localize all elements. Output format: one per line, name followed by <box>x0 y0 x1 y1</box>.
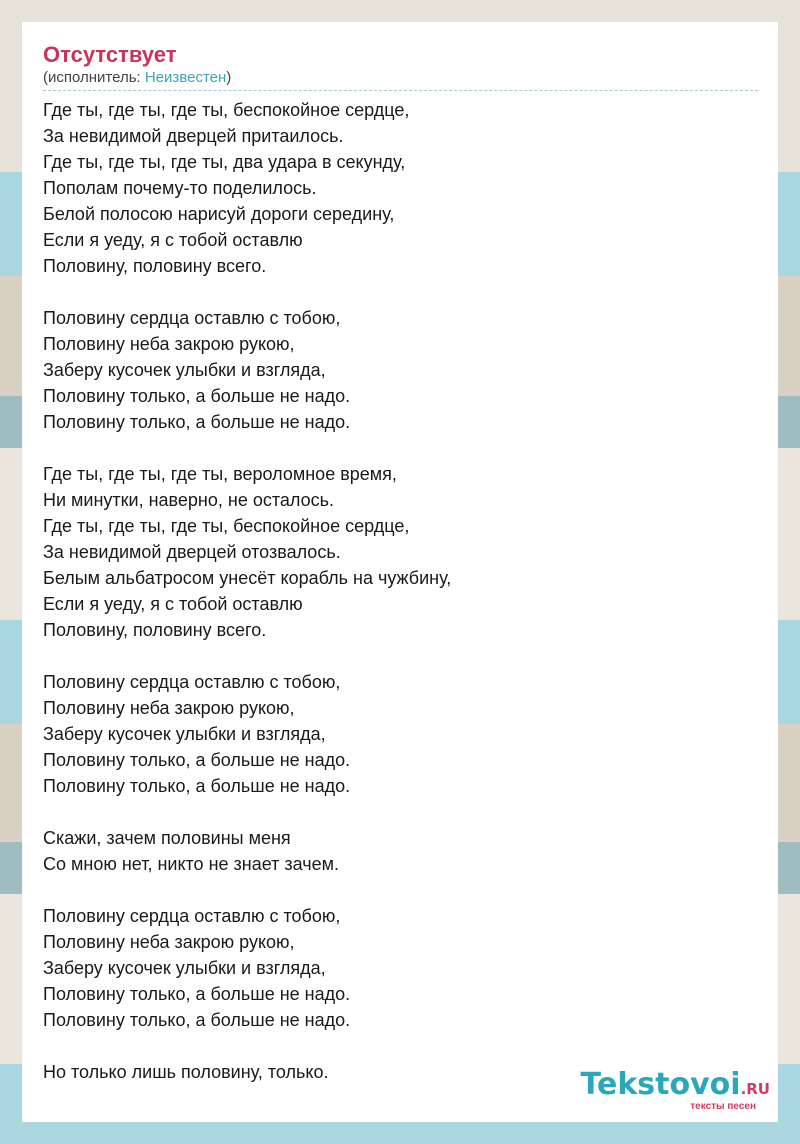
lyrics-card <box>22 22 778 1122</box>
lyric-line: Половину только, а больше не надо. <box>43 386 351 406</box>
lyric-line: Половину только, а больше не надо. <box>43 984 351 1004</box>
lyric-line: Половину только, а больше не надо. <box>43 776 351 796</box>
site-logo[interactable] <box>581 1069 770 1112</box>
stanza <box>43 97 758 279</box>
lyric-line: Где ты, где ты, где ты, беспокойное сердце, <box>43 100 410 120</box>
lyric-line: Половину только, а больше не надо. <box>43 750 351 770</box>
lyric-line: Половину неба закрою рукою, <box>43 334 295 354</box>
lyric-line: Заберу кусочек улыбки и взгляда, <box>43 360 326 380</box>
stanza <box>43 305 758 435</box>
lyric-line: Белой полосою нарисуй дороги середину, <box>43 204 395 224</box>
lyric-line: Половину сердца оставлю с тобою, <box>43 308 341 328</box>
stanza <box>43 903 758 1033</box>
artist-suffix: ) <box>226 69 232 86</box>
lyric-line: Если я уеду, я с тобой оставлю <box>43 594 303 614</box>
logo-tagline: тексты песен <box>690 1101 756 1112</box>
stanza <box>43 461 758 643</box>
lyric-line: Заберу кусочек улыбки и взгляда, <box>43 724 326 744</box>
lyric-line: Но только лишь половину, только. <box>43 1062 329 1082</box>
lyric-line: За невидимой дверцей притаилось. <box>43 126 344 146</box>
artist-link[interactable]: Неизвестен <box>144 69 227 86</box>
lyric-line: Белым альбатросом унесёт корабль на чужбину, <box>43 568 452 588</box>
artist-line <box>43 68 758 91</box>
stanza <box>43 669 758 799</box>
lyric-line: Заберу кусочек улыбки и взгляда, <box>43 958 326 978</box>
lyric-line: Половину неба закрою рукою, <box>43 698 295 718</box>
lyric-line: Половину неба закрою рукою, <box>43 932 295 952</box>
lyric-line: Половину сердца оставлю с тобою, <box>43 672 341 692</box>
lyric-line: Если я уеду, я с тобой оставлю <box>43 230 303 250</box>
lyric-line: Половину сердца оставлю с тобою, <box>43 906 341 926</box>
lyric-line: Скажи, зачем половины меня <box>43 828 291 848</box>
lyric-line: Где ты, где ты, где ты, беспокойное сердце, <box>43 516 410 536</box>
lyric-line: Пополам почему-то поделилось. <box>43 178 317 198</box>
artist-prefix: (исполнитель: <box>43 69 145 86</box>
lyric-line: Половину, половину всего. <box>43 256 267 276</box>
lyric-line: Половину только, а больше не надо. <box>43 1010 351 1030</box>
lyric-line: Половину только, а больше не надо. <box>43 412 351 432</box>
song-title: Отсутствует <box>43 42 177 67</box>
lyric-line: За невидимой дверцей отозвалось. <box>43 542 341 562</box>
lyrics-body <box>43 97 758 1085</box>
lyric-line: Где ты, где ты, где ты, вероломное время, <box>43 464 397 484</box>
lyric-line: Ни минутки, наверно, не осталось. <box>43 490 334 510</box>
logo-tld: .RU <box>740 1080 770 1098</box>
lyric-line: Где ты, где ты, где ты, два удара в секунду, <box>43 152 406 172</box>
logo-name: Tekstovoi <box>580 1067 741 1102</box>
lyric-line: Половину, половину всего. <box>43 620 267 640</box>
lyric-line: Со мною нет, никто не знает зачем. <box>43 854 340 874</box>
stanza <box>43 825 758 877</box>
